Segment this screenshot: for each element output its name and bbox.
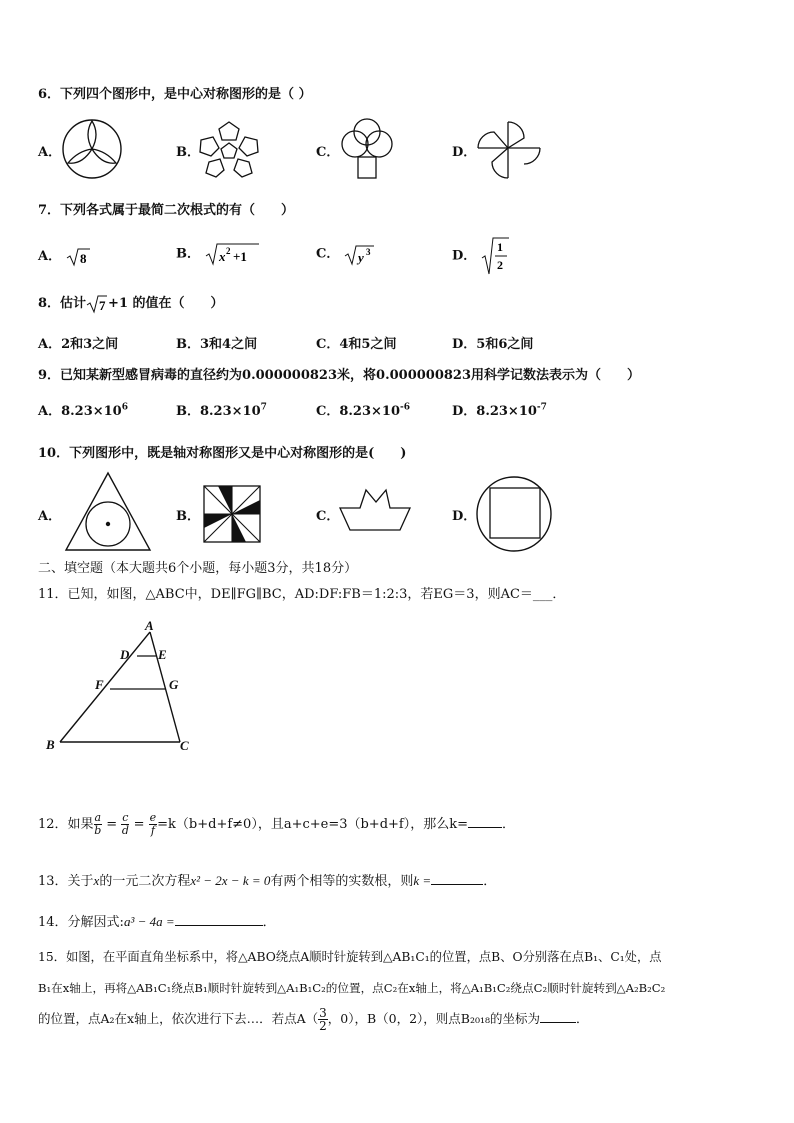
label-e: E	[158, 647, 167, 662]
label-c: C	[180, 738, 189, 752]
q6-figure-a-three-petal-circle	[60, 118, 128, 180]
frac-c-d: $\frac{c}{d}$	[121, 811, 129, 837]
q9-option-a: A．$8.23\times 10^6$	[38, 402, 128, 419]
svg-text:2: 2	[225, 246, 231, 256]
q13-stem: 13．关于x的一元二次方程x² − 2x − k = 0有两个相等的实数根，则k = ．	[38, 873, 497, 889]
q10-figure-b-pinwheel-triangles	[202, 484, 262, 544]
q7-stem: 7．下列各式属于最简二次根式的有（ ）	[38, 203, 295, 218]
label-b: B	[46, 737, 55, 752]
frac-3-2: $\frac{3}{2}$	[319, 1006, 327, 1033]
svg-text:y: y	[357, 250, 364, 265]
q10-figure-c-boat-shape	[338, 486, 412, 532]
q10-option-d: D．	[452, 509, 477, 524]
q6-figure-d-pinwheel	[474, 118, 548, 182]
q8-sqrt7	[86, 294, 108, 314]
q8-option-c: C．4和5之间	[316, 337, 397, 352]
q10-option-b: B．	[176, 509, 200, 524]
q12-answer-blank[interactable]	[468, 827, 502, 828]
q7-expr-a-sqrt8	[66, 247, 92, 267]
q6-option-b: B．	[176, 145, 200, 160]
q6-figure-b-pentagons	[196, 118, 262, 180]
q15-line3: 的位置，点A₂在x轴上，依次进行下去…．若点A（ $\frac{3}{2}$ ，0），B（0，2），则点B₂₀₁₈的坐标为 ．	[38, 1006, 589, 1033]
q14-stem: 14．分解因式:a³ − 4a = ．	[38, 914, 276, 930]
q13-answer-blank[interactable]	[431, 884, 483, 885]
q8-option-d: D．5和6之间	[452, 337, 534, 352]
section-heading-fill-blank: 二、填空题（本大题共6个小题，每小题3分，共18分）	[38, 561, 358, 576]
q9-option-b: B．$8.23\times 10^7$	[176, 402, 267, 419]
q10-stem: 10．下列图形中，既是轴对称图形又是中心对称图形的是( )	[38, 446, 407, 461]
q7-option-d: D． 1 2	[452, 236, 511, 276]
q11-stem: 11．已知，如图，△ABC中，DE∥FG∥BC，AD:DF:FB＝1:2:3，若EG＝3，则AC＝___．	[38, 587, 566, 602]
q15-line2: B₁在x轴上，再将△AB₁C₁绕点B₁顺时针旋转到△A₁B₁C₂的位置，点C₂在x轴上，将△A₁B₁C₂绕点C₂顺时针旋转到△A₂B₂C₂	[38, 981, 666, 995]
label-f: F	[95, 677, 104, 692]
q10-option-c: C．	[316, 509, 340, 524]
label-a: A	[145, 620, 154, 633]
label-g: G	[169, 677, 179, 692]
svg-text:1: 1	[496, 240, 503, 254]
q9-option-d: D．$8.23\times 10^{-7}$	[452, 402, 547, 419]
frac-e-f: $\frac{e}{f}$	[149, 811, 157, 837]
svg-text:7: 7	[99, 297, 106, 313]
q9-option-c: C．$8.23\times 10^{-6}$	[316, 402, 410, 419]
q7-option-a: A． 8	[38, 245, 92, 267]
svg-text:2: 2	[496, 258, 503, 272]
q9-stem: 9．已知某新型感冒病毒的直径约为0.000000823米，将0.000000823用科学记数法表示为（ ）	[38, 368, 641, 383]
q6-stem: 6．下列四个图形中，是中心对称图形的是（ ）	[38, 87, 312, 102]
q6-option-d: D．	[452, 145, 477, 160]
frac-a-b: $\frac{a}{b}$	[94, 811, 102, 837]
q8-stem: 8．估计 7 +1 的值在（ ）	[38, 292, 224, 314]
q11-triangle-figure	[40, 620, 200, 752]
q10-figure-d-circle-square	[474, 474, 554, 554]
svg-text:3: 3	[365, 247, 371, 257]
q15-answer-blank[interactable]	[540, 1022, 576, 1023]
q6-figure-c-circles-square	[336, 116, 398, 182]
q7-expr-d-sqrt-half	[481, 236, 511, 276]
q12-stem: 12．如果 $\frac{a}{b}$ = $\frac{c}{d}$ = $\frac{e}{f}$ =k（b+d+f≠0），且a+c+e=3（b+d+f），那么k= ．	[38, 811, 516, 837]
q8-option-a: A．2和3之间	[38, 337, 119, 352]
svg-text:+1: +1	[232, 249, 247, 264]
q14-answer-blank[interactable]	[175, 925, 263, 926]
q6-option-c: C．	[316, 145, 340, 160]
q10-figure-a-triangle-incircle	[62, 470, 154, 554]
label-d: D	[120, 647, 130, 662]
q6-option-a: A．	[38, 145, 62, 160]
q7-option-c: C． y 3	[316, 242, 378, 266]
q15-line1: 15．如图，在平面直角坐标系中，将△ABO绕点A顺时针旋转到△AB₁C₁的位置，点B、O分别落在点B₁、C₁处，点	[38, 950, 662, 964]
svg-text:8: 8	[79, 250, 87, 266]
q8-option-b: B．3和4之间	[176, 337, 258, 352]
q7-expr-b-sqrt-x2-plus-1	[205, 242, 261, 266]
q7-expr-c-sqrt-y3	[344, 242, 378, 266]
q7-option-b: B． x 2 +1	[176, 242, 261, 266]
q10-option-a: A．	[38, 509, 62, 524]
svg-text:x: x	[218, 249, 226, 264]
